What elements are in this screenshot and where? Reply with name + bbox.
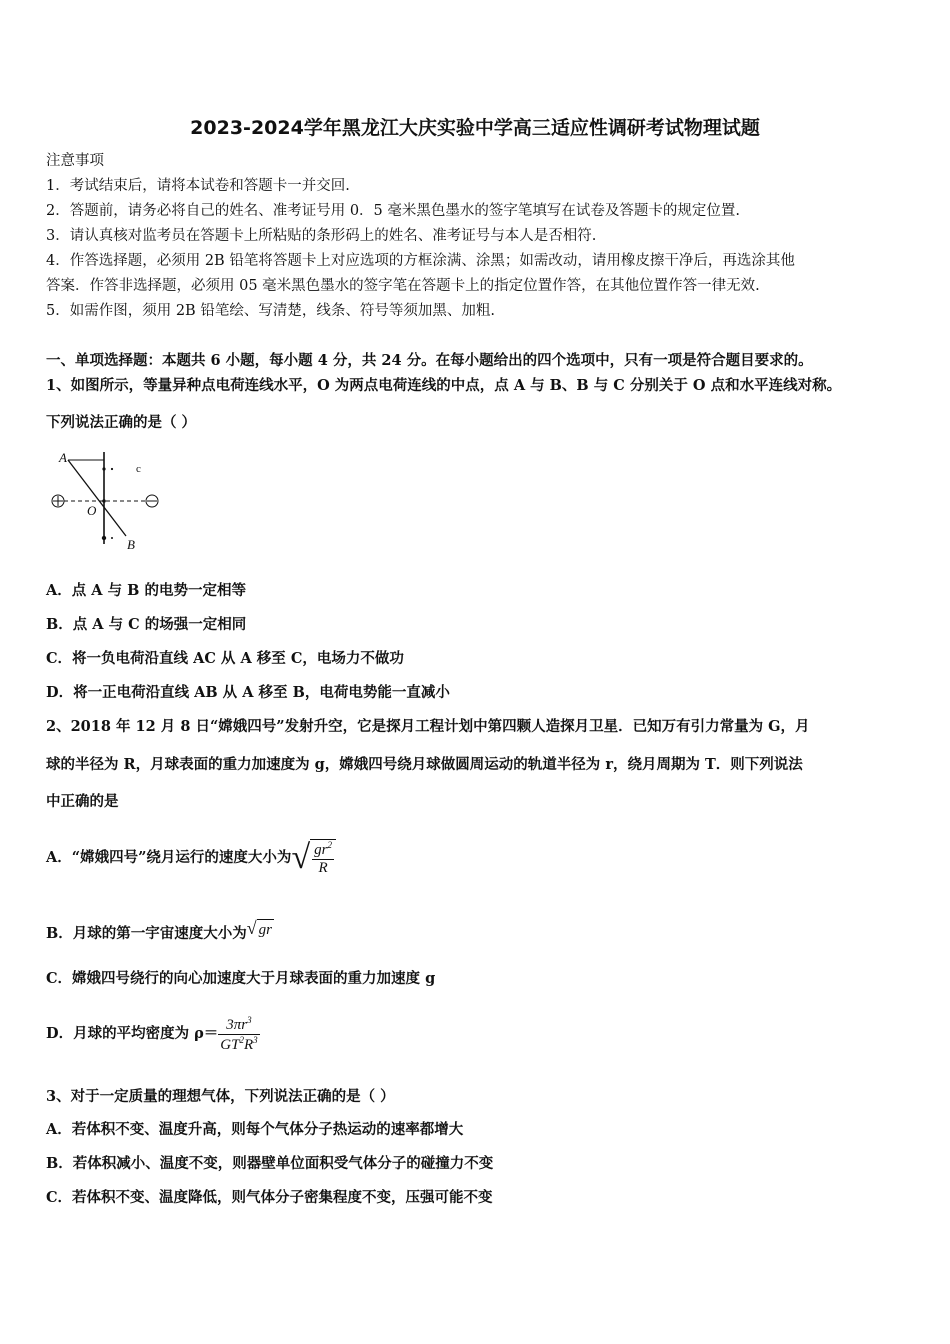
option-a-row [46,828,336,888]
diagram-label-o: O [87,503,97,518]
option-d: D．将一正电荷沿直线 AB 从 A 移至 B，电荷电势能一直减小 [46,684,450,701]
option-d-text: D．月球的平均密度为 ρ＝ [46,1025,219,1042]
option-a: A．若体积不变、温度升高，则每个气体分子热运动的速率都增大 [46,1121,464,1138]
sqrt-gr-formula: √ gr [246,918,272,938]
option-d-row [46,1004,260,1064]
option-b-row [46,918,274,944]
notice-heading: 注意事项 [46,153,104,169]
option-c: C．若体积不变、温度降低，则气体分子密集程度不变，压强可能不变 [46,1189,493,1206]
notice-item: 5．如需作图，须用 2B 铅笔绘、写清楚，线条、符号等须加黑、加粗. [46,303,495,319]
option-b: B．若体积减小、温度不变，则器壁单位面积受气体分子的碰撞力不变 [46,1155,494,1172]
question-2-stem: 2、2018 年 12 月 8 日“嫦娥四号”发射升空，它是探月工程计划中第四颗人造探月卫星．已知万有引力常量为 G，月 [46,718,810,735]
question-1-stem-cont: 下列说法正确的是（ ） [46,414,197,431]
page-title: 2023-2024学年黑龙江大庆实验中学高三适应性调研考试物理试题 [190,117,760,139]
charge-diagram [46,448,171,558]
option-b-text: B．月球的第一宇宙速度大小为 [46,925,247,942]
notice-item: 答案．作答非选择题，必须用 05 毫米黑色墨水的签字笔在答题卡上的指定位置作答，在其他位置作答一律无效. [46,278,760,294]
notice-item: 1．考试结束后，请将本试卷和答题卡一并交回. [46,178,350,194]
question-2-stem-end: 中正确的是 [46,793,119,810]
diagram-label-a: A [59,450,67,465]
option-a-text: A．“嫦娥四号”绕月运行的速度大小为 [46,849,292,866]
question-2-stem-cont: 球的半径为 R，月球表面的重力加速度为 g，嫦娥四号绕月球做圆周运动的轨道半径为 r，绕月周期为 T．则下列说法 [46,756,803,773]
notice-item: 4．作答选择题，必须用 2B 铅笔将答题卡上对应选项的方框涂满、涂黑；如需改动，请用橡皮擦干净后，再选涂其他 [46,253,795,269]
option-a: A．点 A 与 B 的电势一定相等 [46,582,246,599]
diagram-label-c: c [136,463,141,475]
sqrt-gr2-over-r-formula: √ $\frac{gr^2}{R}$ [291,839,336,877]
diagram-label-b: B [127,537,135,552]
option-b: B．点 A 与 C 的场强一定相同 [46,616,247,633]
option-c-text: C．嫦娥四号绕行的向心加速度大于月球表面的重力加速度 g [46,970,436,987]
section-heading: 一、单项选择题：本题共 6 小题，每小题 4 分，共 24 分。在每小题给出的四个选项中，只有一项是符合题目要求的。 [46,352,813,369]
question-1-stem: 1、如图所示，等量异种点电荷连线水平，O 为两点电荷连线的中点，点 A 与 B、B 与 C 分别关于 O 点和水平连线对称。 [46,377,842,394]
density-formula: $\frac{3\pi r^3}{GT^2R^3}$ [220,1014,258,1053]
notice-item: 2．答题前，请务必将自己的姓名、准考证号用 0．5 毫米黑色墨水的签字笔填写在试卷及答题卡的规定位置. [46,203,740,219]
question-3-stem: 3、对于一定质量的理想气体，下列说法正确的是（ ） [46,1088,395,1105]
notice-item: 3．请认真核对监考员在答题卡上所粘贴的条形码上的姓名、准考证号与本人是否相符. [46,228,597,244]
option-c: C．将一负电荷沿直线 AC 从 A 移至 C，电场力不做功 [46,650,404,667]
